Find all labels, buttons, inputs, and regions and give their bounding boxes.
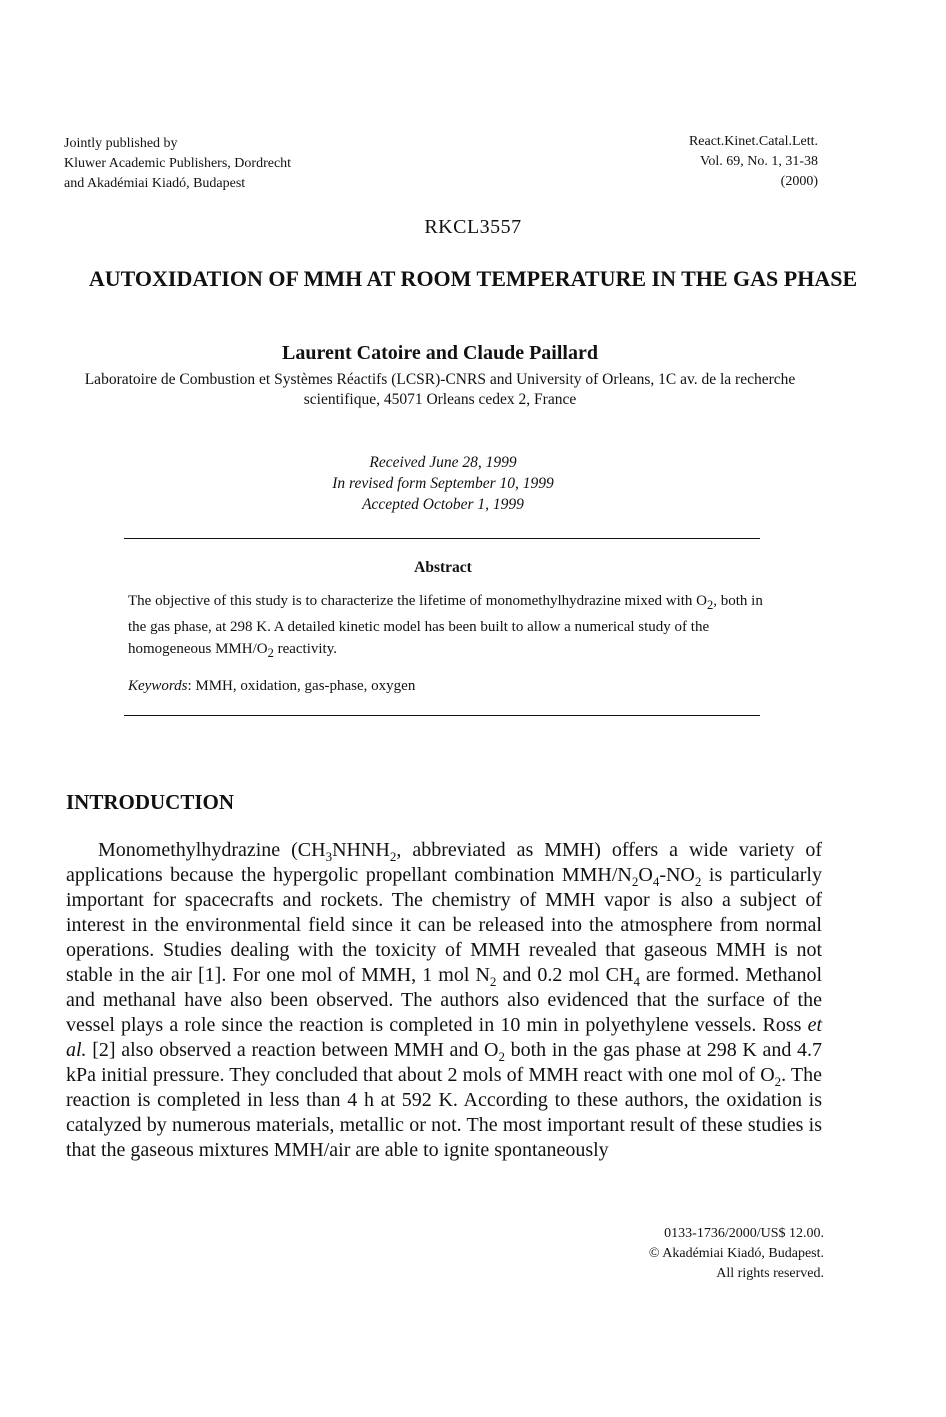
introduction-heading: INTRODUCTION — [66, 790, 235, 814]
keywords-label: Keywords — [128, 678, 188, 694]
journal-volume: Vol. 69, No. 1, 31-38 — [700, 154, 818, 169]
revised-date: In revised form September 10, 1999 — [332, 475, 554, 492]
journal-year: (2000) — [780, 174, 818, 189]
journal-citation — [689, 132, 818, 192]
article-code: RKCL3557 — [424, 216, 522, 238]
journal-name: React.Kinet.Catal.Lett. — [688, 134, 818, 149]
abstract-text: The objective of this study is to characterize the lifetime of monomethylhydrazine mixed with $O_2$, both in the gas phase, at 298 K. A detailed kinetic model has been built to allow a numerical study of the homogeneous MMH/$O_2$ reactivity. — [128, 593, 763, 660]
issn-price: 0133-1736/2000/US$ 12.00. — [664, 1226, 824, 1241]
copyright: © Akadémiai Kiadó, Budapest. — [648, 1246, 824, 1261]
publisher-line: Kluwer Academic Publishers, Dordrecht — [64, 156, 292, 171]
article-dates — [0, 452, 886, 515]
copyright-footer — [649, 1224, 824, 1284]
publisher-line: and Akadémiai Kiadó, Budapest — [64, 176, 246, 191]
affiliation: Laboratoire de Combustion et Systèmes Réactifs (LCSR)-CNRS and University of Orleans, 1C av. de la recherche scientifique, 45071 Orleans cedex 2, France — [84, 371, 796, 408]
keywords-list: : MMH, oxidation, gas-phase, oxygen — [187, 678, 416, 694]
rights: All rights reserved. — [716, 1266, 824, 1281]
publisher-info — [64, 134, 291, 194]
abstract-heading: Abstract — [414, 559, 472, 576]
publisher-line: Jointly published by — [64, 136, 178, 151]
keywords — [128, 678, 768, 695]
authors: Laurent Catoire and Claude Paillard — [282, 342, 598, 364]
received-date: Received June 28, 1999 — [369, 454, 517, 471]
introduction-paragraph: Monomethylhydrazine ($CH_3NHNH_2$, abbreviated as MMH) offers a wide variety of applications because the hypergolic propellant combination MMH/$N_2O_4-NO_2$ is particularly important for spacecrafts and rockets. The chemistry of MMH vapor is also a subject of interest in the environmental field since it can be released into the atmosphere from normal operations. Studies dealing with the toxicity of MMH revealed that gaseous MMH is not stable in the air [1]. For one mol of MMH, 1 mol $N_2$ and 0.2 mol $CH_4$ are formed. Methanol and methanal have also been observed. The authors also evidenced that the surface of the vessel plays a role since the reaction is completed in 10 min in polyethylene vessels. Ross et al. [2] also observed a reaction between MMH and $O_2$ both in the gas phase at 298 K and 4.7 kPa initial pressure. They concluded that about 2 mols of MMH react with one mol of $O_2$. The reaction is completed in less than 4 h at 592 K. According to these authors, the oxidation is catalyzed by numerous materials, metallic or not. The most important result of these studies is that the gaseous mixtures MMH/air are able to ignite spontaneously — [66, 839, 823, 1161]
abstract-bottom-rule — [124, 715, 760, 716]
accepted-date: Accepted October 1, 1999 — [362, 496, 524, 513]
abstract-top-rule — [124, 538, 760, 539]
paper-title: AUTOXIDATION OF MMH AT ROOM TEMPERATURE IN THE GAS PHASE — [88, 266, 858, 291]
